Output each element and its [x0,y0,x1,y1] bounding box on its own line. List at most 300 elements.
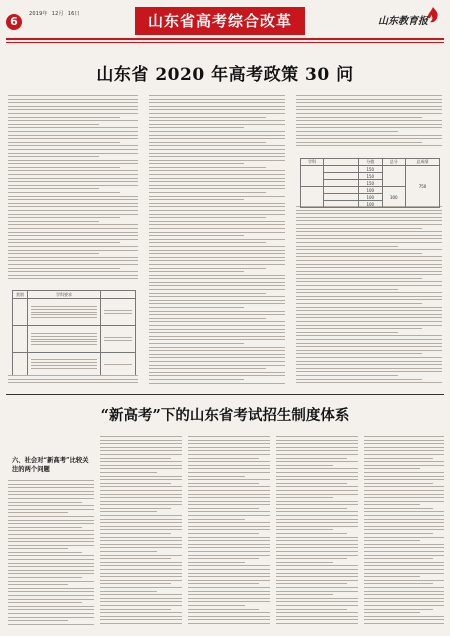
text-line [149,253,285,254]
text-line [149,250,285,251]
text-line [188,540,270,541]
text-line [8,581,94,582]
text-line [8,480,94,481]
text-line [364,529,444,530]
text-line [296,256,442,257]
text-line [100,458,171,459]
text-line [188,436,270,437]
text-line [8,271,138,272]
text-line [149,174,285,175]
text-line [149,357,285,358]
text-line [149,379,244,380]
text-line [8,382,138,383]
text-line [188,497,270,498]
text-line [8,246,138,247]
text-line [364,623,444,624]
text-line [364,587,444,588]
text-line [296,339,442,340]
page-number: 6 [6,14,22,30]
article2-column-2 [100,436,182,630]
text-line [296,238,442,239]
text-line [149,235,244,236]
text-line [364,619,444,620]
text-line [276,440,358,441]
text-line [276,486,358,487]
text-line [188,587,270,588]
article2-column-4 [276,436,358,630]
text-line [276,497,333,498]
text-line [100,591,157,592]
text-line [188,504,270,505]
article2-column-1 [8,480,94,630]
text-line [8,113,138,114]
text-line [8,264,138,265]
text-line [8,617,94,618]
text-line [8,135,138,136]
text-line [364,526,444,527]
text-line [276,533,347,534]
text-line [276,580,358,581]
text-line [276,540,358,541]
text-line [188,591,270,592]
text-line [276,587,358,588]
text-line [8,375,138,376]
text-line [100,436,182,437]
text-line [276,472,358,473]
text-line [149,361,285,362]
text-line [149,278,285,279]
text-line [364,508,433,509]
text-line [276,519,358,520]
text-line [100,555,182,556]
page-header [0,0,450,48]
text-line [276,573,358,574]
text-line [100,565,182,566]
text-line [276,454,358,455]
text-line [149,185,285,186]
text-line [364,461,444,462]
text-line [296,281,442,282]
text-line [100,508,171,509]
text-line [149,347,285,348]
text-line [364,476,444,477]
text-line [8,99,138,100]
text-line [364,522,444,523]
text-line [8,595,94,596]
text-line [8,95,138,96]
text-line [276,494,358,495]
text-line [100,609,171,610]
text-line [364,576,420,577]
text-line [149,239,285,240]
text-line [100,562,182,563]
text-line [100,443,182,444]
text-line [8,192,120,193]
text-line [276,605,358,606]
text-line [276,569,358,570]
text-line [364,591,444,592]
text-line [8,210,138,211]
text-line [296,314,442,315]
text-line [149,142,266,143]
text-line [8,541,94,542]
text-line [296,235,442,236]
text-line [296,321,442,322]
text-line [149,156,285,157]
text-line [8,131,138,132]
text-line [296,343,442,344]
text-line [296,296,442,297]
text-line [296,307,442,308]
text-line [276,476,358,477]
text-line [149,102,285,103]
text-line [149,203,285,204]
text-line [100,583,171,584]
text-line [100,529,182,530]
text-line [100,537,182,538]
text-line [8,379,138,380]
text-line [364,583,433,584]
text-line [188,594,270,595]
article-subtitle: 六、社会对“新高考”比较关注的两个问题 [12,457,89,473]
text-line [8,484,94,485]
issue-date: 2019年 12月 16日 [29,11,80,17]
text-line [8,163,138,164]
text-line [296,145,442,146]
text-line [276,623,358,624]
text-line [296,249,442,250]
text-line [100,472,157,473]
text-line [8,109,138,110]
text-line [276,515,358,516]
text-line [100,479,182,480]
text-line [364,580,444,581]
text-line [149,303,285,304]
text-line [296,260,442,261]
text-line [364,511,444,512]
text-line [8,498,94,499]
text-line [149,95,285,96]
section-title: 山东省高考综合改革 [135,7,305,35]
text-line [276,598,358,599]
article-headline: 山东省 2020 年高考政策 30 问 [96,65,354,85]
text-line [296,317,442,318]
text-line [364,483,433,484]
text-line [276,591,358,592]
text-line [8,203,138,204]
text-line [100,526,182,527]
text-line [8,591,94,592]
text-line [8,512,68,513]
text-line [100,461,182,462]
text-line [188,555,270,556]
text-line [149,289,285,290]
text-line [8,584,68,585]
text-line [8,548,68,549]
text-line [100,454,182,455]
text-line [188,494,270,495]
text-line [8,174,138,175]
article-column-1 [8,95,138,285]
text-line [364,544,444,545]
text-line [188,443,270,444]
text-line [364,490,444,491]
text-line [8,235,138,236]
text-line [188,447,270,448]
text-line [296,271,442,272]
text-line [364,436,444,437]
text-line [364,447,444,448]
text-line [8,534,94,535]
text-line [188,547,270,548]
text-line [100,576,182,577]
text-line [8,138,138,139]
text-line [8,232,138,233]
text-line [100,519,182,520]
text-line [188,490,270,491]
text-line [8,120,138,121]
text-line [8,117,120,118]
text-line [8,624,94,625]
text-line [188,583,259,584]
text-line [8,573,94,574]
text-line [276,547,358,548]
text-line [296,357,442,358]
text-line [364,443,444,444]
text-line [296,217,442,218]
text-line [149,293,266,294]
text-line [8,185,138,186]
text-line [364,609,433,610]
text-line [188,486,270,487]
text-line [188,508,259,509]
text-line [296,335,442,336]
text-line [100,522,182,523]
text-line [276,447,358,448]
text-line [149,199,244,200]
text-line [100,540,182,541]
text-line [276,522,358,523]
text-line [149,181,285,182]
text-line [8,555,94,556]
text-line [364,562,444,563]
text-line [149,383,285,384]
text-line [8,577,82,578]
text-line [100,440,182,441]
text-line [276,468,358,469]
text-line [100,594,182,595]
text-line [296,278,422,279]
text-line [364,486,444,487]
text-line [296,120,442,121]
text-line [8,563,94,564]
article-column-3 [296,95,442,152]
text-line [8,559,94,560]
text-line [149,113,285,114]
text-line [8,178,138,179]
text-line [100,616,182,617]
text-line [149,192,266,193]
text-line [8,242,120,243]
article-column-2 [149,95,285,387]
text-line [149,106,285,107]
text-line [100,598,182,599]
text-line [364,598,444,599]
text-line [296,142,422,143]
masthead-logo: 山东教育报 [378,16,428,27]
text-line [8,142,120,143]
text-line [149,354,285,355]
text-line [8,106,138,107]
text-line [8,520,94,521]
text-line [364,440,444,441]
text-line [276,537,358,538]
text-line [149,257,285,258]
text-line [188,573,270,574]
text-line [364,547,444,548]
text-line [8,609,94,610]
text-line [364,616,444,617]
text-line [8,102,138,103]
text-line [100,544,182,545]
text-line [8,491,94,492]
text-line [100,587,182,588]
text-line [276,511,358,512]
text-line [276,562,333,563]
text-line [188,537,270,538]
text-line [149,228,285,229]
text-line [149,167,266,168]
text-line [8,217,120,218]
text-line [296,99,442,100]
text-line [100,573,182,574]
text-line [149,339,285,340]
text-line [100,612,182,613]
text-line [296,210,442,211]
text-line [296,117,422,118]
text-line [364,458,433,459]
text-line [364,565,444,566]
text-line [276,483,347,484]
text-line [8,160,138,161]
text-line [8,502,82,503]
text-line [149,275,285,276]
text-line [8,602,82,603]
text-line [364,494,444,495]
text-line [296,299,442,300]
text-line [364,540,420,541]
article-headline-2: “新高考”下的山东省考试招生制度体系 [100,407,350,424]
text-line [364,515,444,516]
text-line [296,246,398,247]
text-line [8,221,99,222]
text-line [276,479,358,480]
text-line [100,486,182,487]
text-line [188,479,270,480]
text-line [8,527,82,528]
text-line [276,529,333,530]
text-line [188,580,270,581]
text-line [100,497,182,498]
text-line [364,533,433,534]
text-line [100,515,182,516]
text-line [8,599,94,600]
text-line [8,127,138,128]
text-line [276,583,347,584]
text-line [149,163,244,164]
text-line [296,131,398,132]
text-line [8,167,120,168]
text-line [296,267,442,268]
text-line [296,95,442,96]
text-line [149,224,285,225]
text-line [8,268,120,269]
text-line [276,612,358,613]
text-line [8,588,94,589]
text-line [188,558,259,559]
header-rule-thin [6,42,444,43]
text-line [149,135,285,136]
text-line [364,519,444,520]
text-line [149,268,266,269]
text-line [296,350,442,351]
text-line [296,303,422,304]
text-line [149,117,266,118]
text-line [364,497,444,498]
text-line [8,552,82,553]
text-line [100,569,182,570]
text-line [188,623,270,624]
text-line [188,544,270,545]
text-line [100,623,182,624]
text-line [296,361,442,362]
text-line [188,483,259,484]
text-line [100,601,182,602]
text-line [100,580,182,581]
text-line [100,547,182,548]
text-line [149,210,285,211]
text-line [296,127,442,128]
text-line [149,127,244,128]
text-line [8,538,94,539]
text-line [364,555,444,556]
text-line [149,311,285,312]
text-line [100,494,182,495]
text-line [296,213,442,214]
text-line [364,472,444,473]
text-line [296,274,442,275]
text-line [100,605,182,606]
text-line [149,332,285,333]
text-line [8,487,94,488]
text-line [149,145,285,146]
text-line [8,570,94,571]
text-line [149,178,285,179]
text-line [149,99,285,100]
text-line [276,465,333,466]
text-line [8,505,94,506]
text-line [188,569,270,570]
text-line [276,443,358,444]
text-line [188,450,270,451]
subject-requirement-table: 类别 学科要求 [12,290,136,376]
text-line [8,199,138,200]
text-line [149,206,285,207]
text-line [276,450,358,451]
text-line [8,566,94,567]
article2-column-5 [364,436,444,630]
text-line [188,616,270,617]
